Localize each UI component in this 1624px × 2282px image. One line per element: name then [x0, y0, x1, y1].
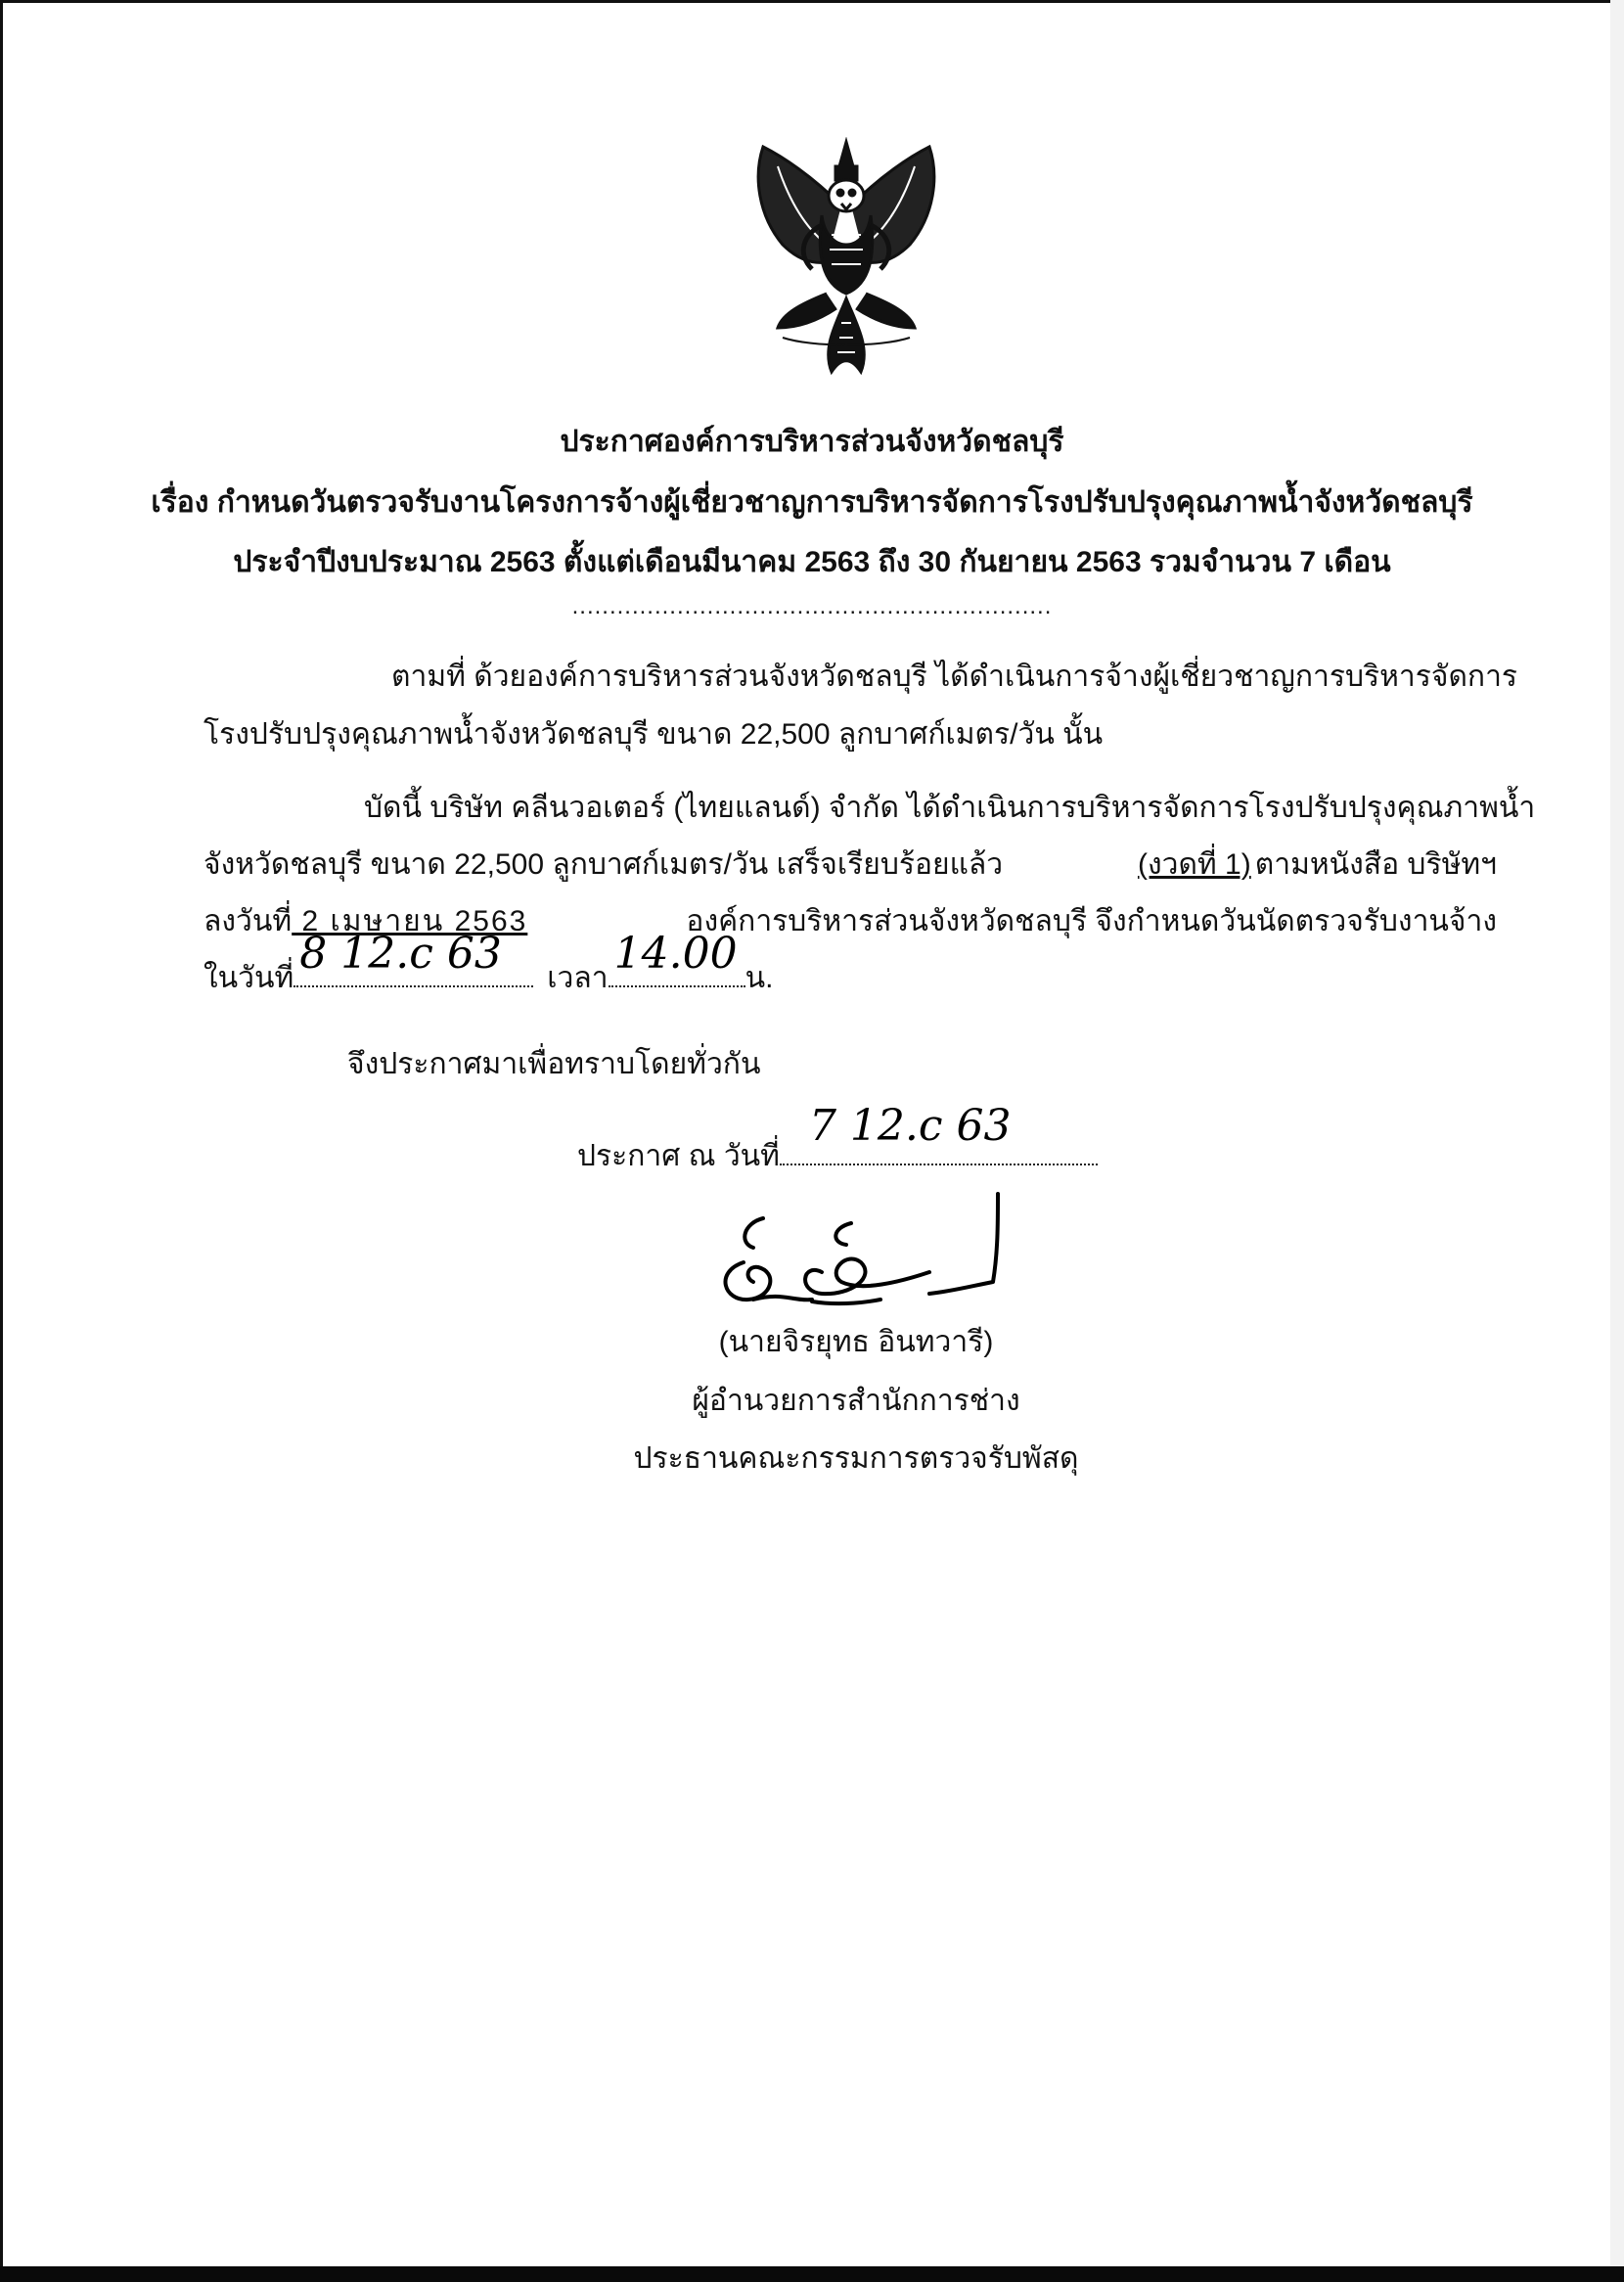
scan-edge-left: [0, 0, 3, 2282]
time-unit: น.: [744, 962, 774, 994]
garuda-emblem-icon: [744, 137, 949, 377]
handwritten-signature: [704, 1184, 1017, 1331]
announcement-date-line: [577, 1101, 1098, 1179]
signatory-role: ประธานคณะกรรมการตรวจรับพัสดุ: [633, 1442, 1079, 1475]
paragraph-1-line-1: ตามที่ ด้วยองค์การบริหารส่วนจังหวัดชลบุรี ได้ดำเนินการจ้างผู้เชี่ยวชาญการบริหารจัดการ: [391, 661, 1518, 693]
paragraph-2-line-3-text: องค์การบริหารส่วนจังหวัดชลบุรี จึงกำหนดวันนัดตรวจรับงานจ้าง: [686, 905, 1497, 937]
installment-label: (งวดที่ 1): [1137, 848, 1251, 881]
scan-edge-right: [1610, 0, 1624, 2282]
paragraph-1-line-2: โรงปรับปรุงคุณภาพน้ำจังหวัดชลบุรี ขนาด 22,500 ลูกบาศก์เมตร/วัน นั้น: [203, 718, 1104, 751]
announcement-title: ประกาศองค์การบริหารส่วนจังหวัดชลบุรี: [560, 426, 1064, 458]
inspection-time-field: [609, 929, 745, 987]
inspection-date-handwriting: 8 12.c 63: [299, 929, 502, 979]
inspection-date-field: [293, 929, 533, 987]
signatory-position: ผู้อำนวยการสำนักการช่าง: [692, 1385, 1020, 1417]
announcement-subject: เรื่อง กำหนดวันตรวจรับงานโครงการจ้างผู้เชี่ยวชาญการบริหารจัดการโรงปรับปรุงคุณภาพน้ำจังหวัดชลบุรี: [151, 486, 1473, 519]
paragraph-2-line-4: [203, 929, 774, 1001]
dotted-separator: ................................................................: [571, 593, 1053, 619]
scan-edge-top: [0, 0, 1624, 3]
paragraph-2-line-2-reference: ตามหนังสือ บริษัทฯ: [1254, 848, 1497, 881]
announcement-date-handwriting: 7 12.c 63: [808, 1101, 1012, 1151]
announcement-subject-line2: ประจำปีงบประมาณ 2563 ตั้งแต่เดือนมีนาคม 2563 ถึง 30 กันยายน 2563 รวมจำนวน 7 เดือน: [233, 546, 1391, 578]
inspection-date-label: ในวันที่: [203, 962, 294, 994]
closing-statement: จึงประกาศมาเพื่อทราบโดยทั่วกัน: [347, 1048, 761, 1080]
paragraph-2-line-2-text: จังหวัดชลบุรี ขนาด 22,500 ลูกบาศก์เมตร/วัน เสร็จเรียบร้อยแล้ว: [203, 848, 1004, 881]
announcement-date-label: ประกาศ ณ วันที่: [577, 1140, 780, 1172]
time-label: เวลา: [547, 962, 609, 994]
paragraph-2-line-1: บัดนี้ บริษัท คลีนวอเตอร์ (ไทยแลนด์) จำกัด ได้ดำเนินการบริหารจัดการโรงปรับปรุงคุณภาพน้ำ: [364, 792, 1536, 824]
scan-edge-bottom: [0, 2266, 1624, 2282]
signatory-name: (นายจิรยุทธ อินทวารี): [718, 1326, 994, 1358]
paragraph-2-line-2: [203, 842, 1497, 888]
dated-label: ลงวันที่: [203, 905, 293, 937]
inspection-time-handwriting: 14.00: [613, 929, 738, 979]
letter-date: 2 เมษายน 2563: [292, 905, 528, 937]
announcement-date-field: [780, 1101, 1098, 1165]
